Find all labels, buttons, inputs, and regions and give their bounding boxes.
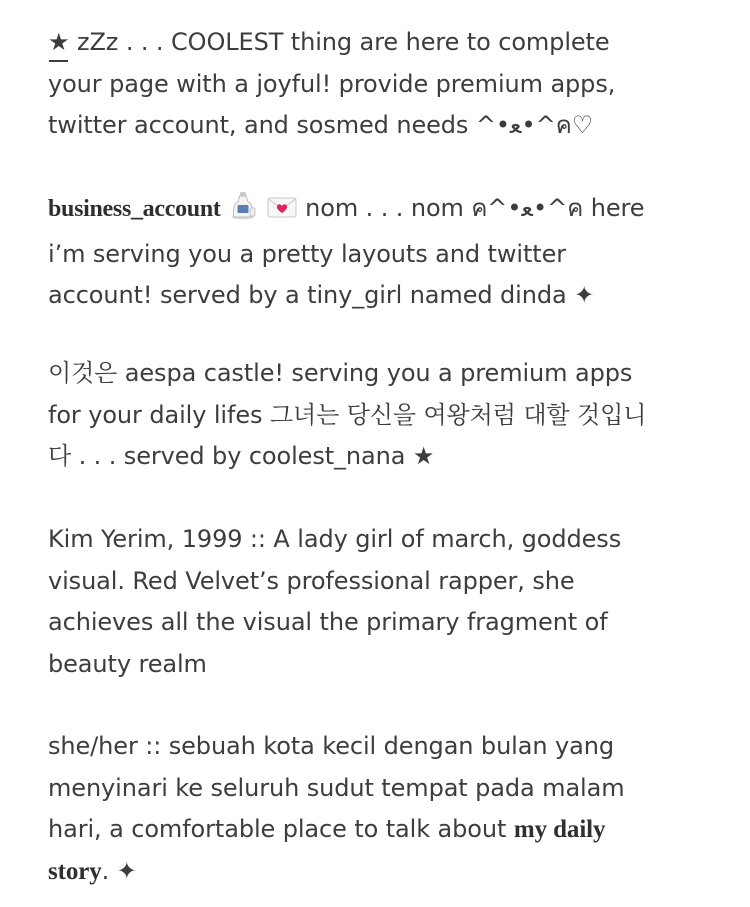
paragraph-business — [48, 188, 728, 317]
text-line: account! served by a tiny_girl named dinda ✦ — [48, 281, 595, 309]
text-line — [48, 809, 728, 851]
paragraph-yerim — [48, 519, 728, 685]
paragraph-aespa — [48, 353, 728, 478]
text-line: she/her :: sebuah kota kecil dengan bulan yang — [48, 732, 614, 760]
text-line — [48, 22, 728, 64]
text-line: menyinari ke seluruh sudut tempat pada malam — [48, 773, 625, 802]
text-line-content: nom . . . nom ค^•ﻌ•^ค here — [305, 194, 645, 222]
business-handle: business_account — [48, 196, 221, 222]
text-line-content: zZz . . . COOLEST thing are here to complete — [76, 28, 610, 56]
text-line: 이것은 aespa castle! serving you a premium apps — [48, 359, 633, 387]
text-line: Kim Yerim, 1999 :: A lady girl of march, goddess — [48, 525, 622, 553]
text-line: your page with a joyful! provide premium apps, — [48, 69, 616, 98]
star-icon: ★ — [48, 22, 69, 64]
text-line: twitter account, and sosmed needs ^•ﻌ•^ค♡ — [48, 111, 594, 139]
text-line: i’m serving you a pretty layouts and twitter — [48, 239, 566, 268]
text-line-content: hari, a comfortable place to talk about — [48, 815, 514, 843]
text-line: visual. Red Velvet’s professional rapper, she — [48, 566, 575, 595]
text-line: achieves all the visual the primary fragment of — [48, 608, 608, 636]
text-line: 다 . . . served by coolest_nana ★ — [48, 442, 435, 470]
love-letter-icon — [266, 192, 298, 234]
bold-phrase-story: story — [48, 857, 102, 885]
sake-bottle-icon — [228, 190, 258, 234]
text-line — [48, 188, 728, 234]
paragraph-intro — [48, 22, 728, 147]
text-line: beauty realm — [48, 649, 207, 678]
text-line-content: . ✦ — [101, 856, 137, 885]
text-line — [48, 851, 728, 893]
text-line: for your daily lifes 그녀는 당신을 여왕처럼 대할 것입니 — [48, 400, 647, 429]
paragraph-sheher — [48, 726, 728, 892]
bold-phrase-my-daily: my daily — [513, 816, 606, 843]
